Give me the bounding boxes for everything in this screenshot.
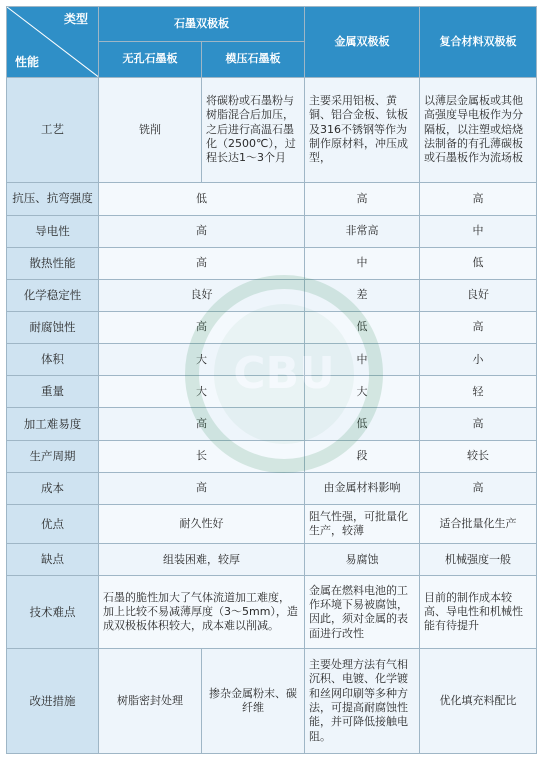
- header-graphite-flexible: 模压石墨板: [202, 42, 305, 77]
- row-label: 改进措施: [7, 649, 99, 754]
- cell-metal: 由金属材料影响: [305, 472, 420, 504]
- cell-composite: 良好: [420, 279, 537, 311]
- cell-graphite: 高: [99, 215, 305, 247]
- cell-graphite: 大: [99, 376, 305, 408]
- cell-metal: 差: [305, 279, 420, 311]
- cell-metal: 大: [305, 376, 420, 408]
- row-label: 重量: [7, 376, 99, 408]
- cell-composite: 高: [420, 472, 537, 504]
- table-row: [7, 504, 537, 543]
- header-corner-cell: [7, 7, 99, 78]
- cell-metal: 段: [305, 440, 420, 472]
- header-graphite-nonporous: 无孔石墨板: [99, 42, 202, 77]
- cell-composite: 以薄层金属板或其他高强度导电板作为分隔板，以注塑或焙烧法制备的有孔薄碳板或石墨板作为流场板: [420, 77, 537, 183]
- row-label: 体积: [7, 344, 99, 376]
- cell-metal: 主要处理方法有气相沉积、电镀、化学镀和丝网印刷等多种方法，可提高耐腐蚀性能，并可降低接触电阻。: [305, 649, 420, 754]
- cell-composite: 较长: [420, 440, 537, 472]
- table-row: [7, 544, 537, 576]
- cell-composite: 优化填充料配比: [420, 649, 537, 754]
- cell-graphite: 高: [99, 311, 305, 343]
- row-label: 耐腐蚀性: [7, 311, 99, 343]
- cell-graphite: 大: [99, 344, 305, 376]
- row-label: 加工难易度: [7, 408, 99, 440]
- header-type-label: 类型: [63, 12, 88, 26]
- cell-composite: 轻: [420, 376, 537, 408]
- cell-graphite: 高: [99, 247, 305, 279]
- row-label: 优点: [7, 504, 99, 543]
- cell-metal: 中: [305, 344, 420, 376]
- table-row: [7, 215, 537, 247]
- cell-composite: 低: [420, 247, 537, 279]
- cell-metal: 金属在燃料电池的工作环境下易被腐蚀，因此，须对金属的表面进行改性: [305, 576, 420, 649]
- cell-graphite: 高: [99, 408, 305, 440]
- table-row: [7, 472, 537, 504]
- cell-graphite: 石墨的脆性加大了气体流道加工难度，加上比较不易减薄厚度（3～5mm），造成双极板体积较大，成本难以削减。: [99, 576, 305, 649]
- cell-graphite: 长: [99, 440, 305, 472]
- table-row: [7, 247, 537, 279]
- row-label: 化学稳定性: [7, 279, 99, 311]
- cell-composite: 小: [420, 344, 537, 376]
- cell-graphite: 高: [99, 472, 305, 504]
- cell-nonporous: 铣削: [99, 77, 202, 183]
- table-row: [7, 408, 537, 440]
- table-row: [7, 279, 537, 311]
- cell-composite: 高: [420, 311, 537, 343]
- row-label: 散热性能: [7, 247, 99, 279]
- cell-flexible: 掺杂金属粉末、碳纤维: [202, 649, 305, 754]
- header-property-label: 性能: [15, 54, 40, 69]
- cell-metal: 中: [305, 247, 420, 279]
- cell-metal: 非常高: [305, 215, 420, 247]
- header-graphite-group: 石墨双极板: [99, 7, 305, 42]
- cell-nonporous: 树脂密封处理: [99, 649, 202, 754]
- cell-graphite: 组装困难，较厚: [99, 544, 305, 576]
- table-row: [7, 440, 537, 472]
- row-label: 缺点: [7, 544, 99, 576]
- cell-metal: 主要采用铝板、黄铜、铝合金板、钛板及316不锈钢等作为制作原材料，冲压成型，: [305, 77, 420, 183]
- cell-graphite: 良好: [99, 279, 305, 311]
- row-label: 导电性: [7, 215, 99, 247]
- row-label: 生产周期: [7, 440, 99, 472]
- header-composite: 复合材料双极板: [420, 7, 537, 78]
- table-row: [7, 183, 537, 215]
- table-row: [7, 376, 537, 408]
- table-row: [7, 576, 537, 649]
- bipolar-plate-comparison-table: [6, 6, 537, 754]
- cell-composite: 高: [420, 408, 537, 440]
- table-row: [7, 311, 537, 343]
- cell-graphite: 耐久性好: [99, 504, 305, 543]
- row-label: 技术难点: [7, 576, 99, 649]
- row-label: 成本: [7, 472, 99, 504]
- cell-metal: 低: [305, 408, 420, 440]
- table-row: [7, 649, 537, 754]
- cell-composite: 中: [420, 215, 537, 247]
- cell-metal: 阻气性强，可批量化生产，较薄: [305, 504, 420, 543]
- cell-composite: 高: [420, 183, 537, 215]
- cell-composite: 目前的制作成本较高、导电性和机械性能有待提升: [420, 576, 537, 649]
- row-label: 抗压、抗弯强度: [7, 183, 99, 215]
- table-row: [7, 77, 537, 183]
- comparison-table-wrapper: [6, 6, 536, 754]
- row-label: 工艺: [7, 77, 99, 183]
- table-row: [7, 344, 537, 376]
- cell-metal: 易腐蚀: [305, 544, 420, 576]
- cell-composite: 适合批量化生产: [420, 504, 537, 543]
- cell-metal: 低: [305, 311, 420, 343]
- header-metal: 金属双极板: [305, 7, 420, 78]
- cell-metal: 高: [305, 183, 420, 215]
- cell-composite: 机械强度一般: [420, 544, 537, 576]
- cell-flexible: 将碳粉或石墨粉与树脂混合后加压，之后进行高温石墨化（2500℃），过程长达1～3个月: [202, 77, 305, 183]
- cell-graphite: 低: [99, 183, 305, 215]
